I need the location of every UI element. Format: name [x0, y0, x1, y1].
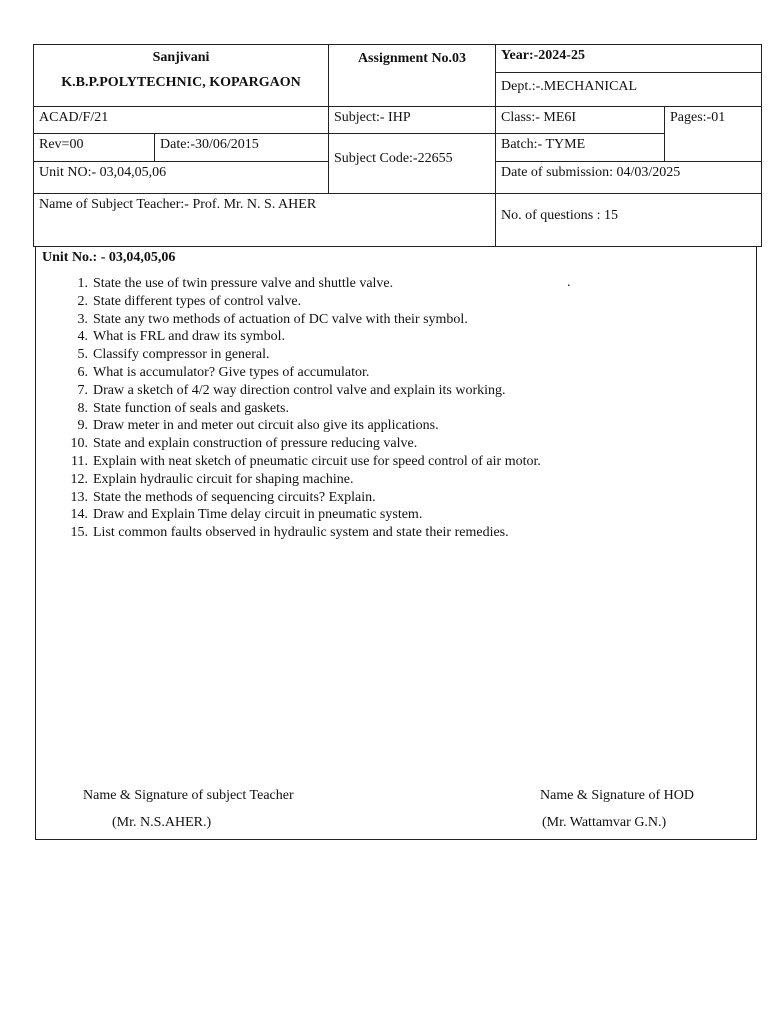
submission-cell [495, 161, 762, 194]
submission-text: Date of submission: 04/03/2025 [501, 165, 681, 180]
unit-heading: Unit No.: - 03,04,05,06 [42, 250, 176, 265]
question-list [61, 275, 541, 542]
dept-cell [495, 72, 762, 107]
list-item: 15. List common faults observed in hydraulic system and state their remedies. [70, 525, 509, 541]
form-code-text: ACAD/F/21 [39, 110, 109, 125]
teacher-signature-label: Name & Signature of subject Teacher [83, 788, 294, 803]
class-text: Class:- ME6I [501, 110, 577, 125]
year-cell [495, 44, 762, 73]
list-item: 4. What is FRL and draw its symbol. [77, 329, 285, 345]
teacher-text: Name of Subject Teacher:- Prof. Mr. N. S. AHER [39, 197, 317, 212]
institute-line2: K.B.P.POLYTECHNIC, KOPARGAON [61, 75, 301, 90]
assignment-number: Assignment No.03 [357, 51, 467, 66]
list-item: 8. State function of seals and gaskets. [77, 400, 289, 416]
list-item: 1. State the use of twin pressure valve and shuttle valve. [77, 276, 394, 291]
list-item: 5. Classify compressor in general. [77, 347, 270, 363]
list-item: 7. Draw a sketch of 4/2 way direction control valve and explain its working. [77, 382, 506, 398]
questions-count-cell [495, 193, 762, 247]
subject-cell [328, 106, 496, 134]
list-item: 11. Explain with neat sketch of pneumatic circuit use for speed control of air motor. [71, 453, 541, 469]
list-item: 12. Explain hydraulic circuit for shaping machine. [70, 471, 354, 487]
rev-cell [33, 133, 155, 162]
list-item: 14. Draw and Explain Time delay circuit in pneumatic system. [70, 507, 423, 523]
date-text: Date:-30/06/2015 [160, 137, 259, 152]
subject-code-text: Subject Code:-22655 [334, 151, 453, 166]
list-item: 9. Draw meter in and meter out circuit also give its applications. [77, 418, 439, 434]
list-item: 13. State the methods of sequencing circuits? Explain. [70, 489, 376, 505]
teacher-signature-name: (Mr. N.S.AHER.) [112, 815, 212, 830]
list-item: 3. State any two methods of actuation of DC valve with their symbol. [77, 311, 468, 327]
pages-cell [664, 106, 762, 162]
teacher-cell [33, 193, 496, 247]
batch-text: Batch:- TYME [501, 137, 586, 152]
form-code-cell [33, 106, 329, 134]
institute-line1: Sanjivani [152, 50, 210, 65]
list-item: 6. What is accumulator? Give types of accumulator. [77, 364, 370, 380]
dept-text: Dept.:-.MECHANICAL [501, 79, 638, 94]
assignment-cell [328, 44, 496, 107]
stray-mark: . [567, 275, 571, 290]
rev-text: Rev=00 [39, 137, 84, 152]
pages-text: Pages:-01 [670, 110, 726, 125]
hod-signature-label: Name & Signature of HOD [540, 788, 694, 803]
list-item: 2. State different types of control valve. [77, 293, 302, 309]
unit-no-text: Unit NO:- 03,04,05,06 [39, 165, 167, 180]
questions-sheet [35, 246, 757, 840]
subject-text: Subject:- IHP [334, 110, 411, 125]
hod-signature-name: (Mr. Wattamvar G.N.) [542, 815, 667, 830]
batch-cell [495, 133, 665, 162]
class-cell [495, 106, 665, 134]
institute-cell [33, 44, 329, 107]
questions-count-text: No. of questions : 15 [501, 208, 619, 223]
year-text: Year:-2024-25 [501, 48, 585, 63]
list-item: 10. State and explain construction of pressure reducing valve. [70, 436, 418, 452]
date-cell [154, 133, 329, 162]
subject-code-cell [328, 133, 496, 194]
unit-no-cell [33, 161, 329, 194]
